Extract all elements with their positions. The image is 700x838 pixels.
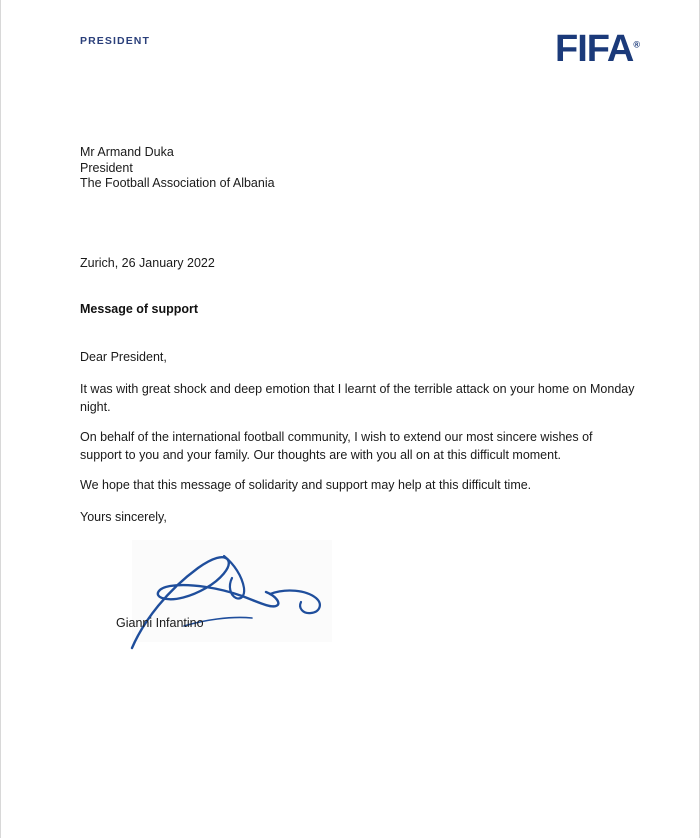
fifa-logo-text: FIFA (555, 28, 634, 70)
addressee-line-1: Mr Armand Duka (80, 145, 174, 159)
subject-heading: Message of support (80, 302, 199, 316)
signer-name: Gianni Infantino (116, 616, 204, 630)
signature-icon (124, 536, 336, 652)
body-text (80, 348, 636, 526)
addressee-line-3: The Football Association of Albania (80, 176, 275, 190)
president-label: PRESIDENT (80, 35, 150, 47)
trademark-symbol: ® (633, 39, 640, 50)
date-line: Zurich, 26 January 2022 (80, 256, 215, 270)
body-paragraph-2: On behalf of the international football community, I wish to extend our most sincere wishes of support to you and your family. Our thoughts are with you all on at this difficult moment. (80, 430, 593, 462)
salutation: Dear President, (80, 350, 167, 364)
signature-block (124, 536, 336, 652)
fifa-logo (555, 30, 640, 68)
addressee-line-2: President (80, 160, 133, 175)
letterhead (80, 30, 640, 76)
body-paragraph-3: We hope that this message of solidarity and support may help at this difficult time. (80, 478, 532, 492)
body-paragraph-1: It was with great shock and deep emotion that I learnt of the terrible attack on your home on Monday night. (80, 382, 635, 414)
closing-line: Yours sincerely, (80, 510, 167, 524)
addressee-block (80, 145, 275, 192)
